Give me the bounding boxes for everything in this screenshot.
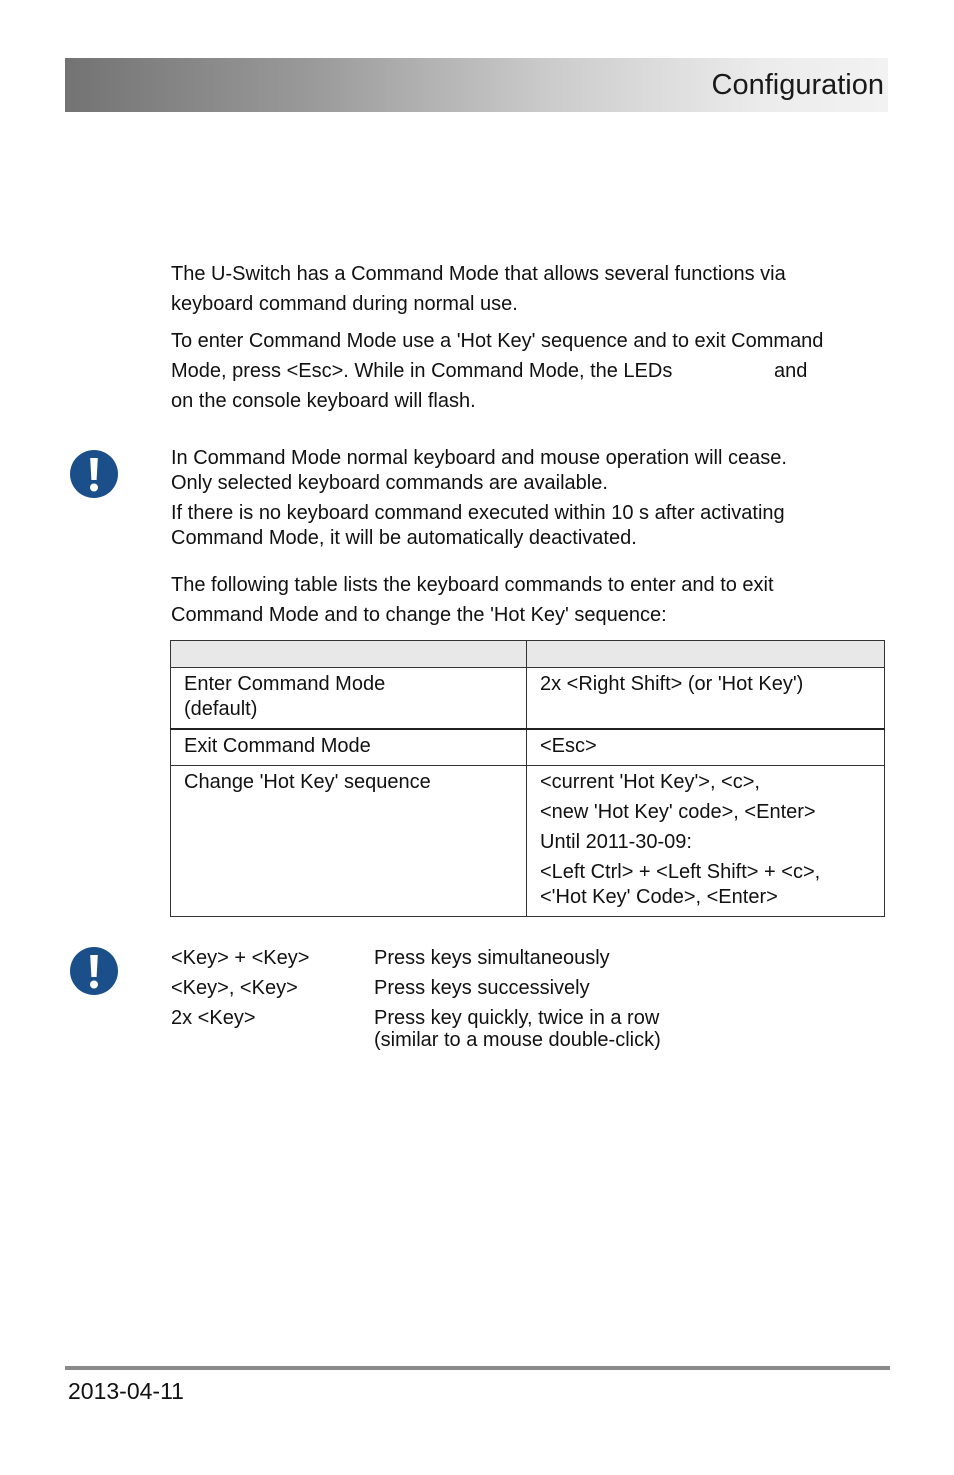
table-cell-keys (527, 729, 885, 766)
intro-paragraph-1 (171, 259, 786, 319)
cell-text: Change 'Hot Key' sequence (184, 771, 431, 793)
table-row (171, 766, 885, 917)
table-cell-function (171, 729, 527, 766)
page-header-bar (65, 58, 888, 112)
table-intro-paragraph (171, 570, 774, 630)
table-row (171, 729, 885, 766)
cell-text: Until 2011-30-09: (540, 831, 692, 853)
intro-p2-line-2 (171, 356, 886, 386)
command-table (170, 640, 885, 917)
intro-p1-line-1: The U-Switch has a Command Mode that allows several functions via (171, 263, 786, 285)
note1-line-2: Only selected keyboard commands are available. (171, 472, 608, 494)
footer-date: 2013-04-11 (68, 1378, 184, 1404)
table-header-row (171, 641, 885, 668)
exclamation-circle-icon (70, 450, 118, 498)
cell-text: Exit Command Mode (184, 735, 371, 757)
table-cell-keys (527, 668, 885, 730)
note1-line-1: In Command Mode normal keyboard and mouse operation will cease. (171, 447, 787, 469)
cell-text: Enter Command Mode (184, 673, 386, 695)
legend-desc: (similar to a mouse double-click) (374, 1029, 661, 1051)
note-command-mode (171, 446, 787, 551)
cell-text: 2x <Right Shift> (or 'Hot Key') (540, 673, 804, 695)
intro-paragraph-2 (171, 326, 886, 416)
table-cell-function (171, 668, 527, 730)
cell-text: <Left Ctrl> + <Left Shift> + <c>, (540, 861, 821, 883)
legend-key: 2x <Key> (171, 1007, 256, 1029)
intro-p2-line-1: To enter Command Mode use a 'Hot Key' sequence and to exit Command (171, 330, 824, 352)
table-intro-line-2: Command Mode and to change the 'Hot Key' sequence: (171, 604, 667, 626)
legend-desc: Press keys successively (374, 977, 590, 999)
table-cell-keys (527, 766, 885, 917)
cell-text: <new 'Hot Key' code>, <Enter> (540, 801, 816, 823)
table-header-keys (527, 641, 885, 668)
legend-desc: Press keys simultaneously (374, 947, 610, 969)
cell-text: <Esc> (540, 735, 597, 757)
table-intro-line-1: The following table lists the keyboard commands to enter and to exit (171, 574, 774, 596)
note1-line-3: If there is no keyboard command executed within 10 s after activating (171, 502, 785, 524)
table-header-function (171, 641, 527, 668)
intro-p2-line-2-text: Mode, press <Esc>. While in Command Mode, the LEDs (171, 360, 673, 382)
intro-p2-line-2-and: and (774, 360, 808, 382)
table-row (171, 668, 885, 730)
cell-text: <current 'Hot Key'>, <c>, (540, 771, 760, 793)
note1-line-4: Command Mode, it will be automatically deactivated. (171, 527, 637, 549)
legend-key: <Key>, <Key> (171, 977, 298, 999)
intro-p2-line-3: on the console keyboard will flash. (171, 390, 476, 412)
footer-divider (65, 1366, 890, 1370)
intro-p1-line-2: keyboard command during normal use. (171, 293, 518, 315)
exclamation-circle-icon (70, 947, 118, 995)
cell-text: <'Hot Key' Code>, <Enter> (540, 886, 778, 908)
table-cell-function (171, 766, 527, 917)
legend-key: <Key> + <Key> (171, 947, 310, 969)
legend-desc: Press key quickly, twice in a row (374, 1007, 660, 1029)
page-title: Configuration (711, 69, 884, 101)
cell-text: (default) (184, 698, 258, 720)
